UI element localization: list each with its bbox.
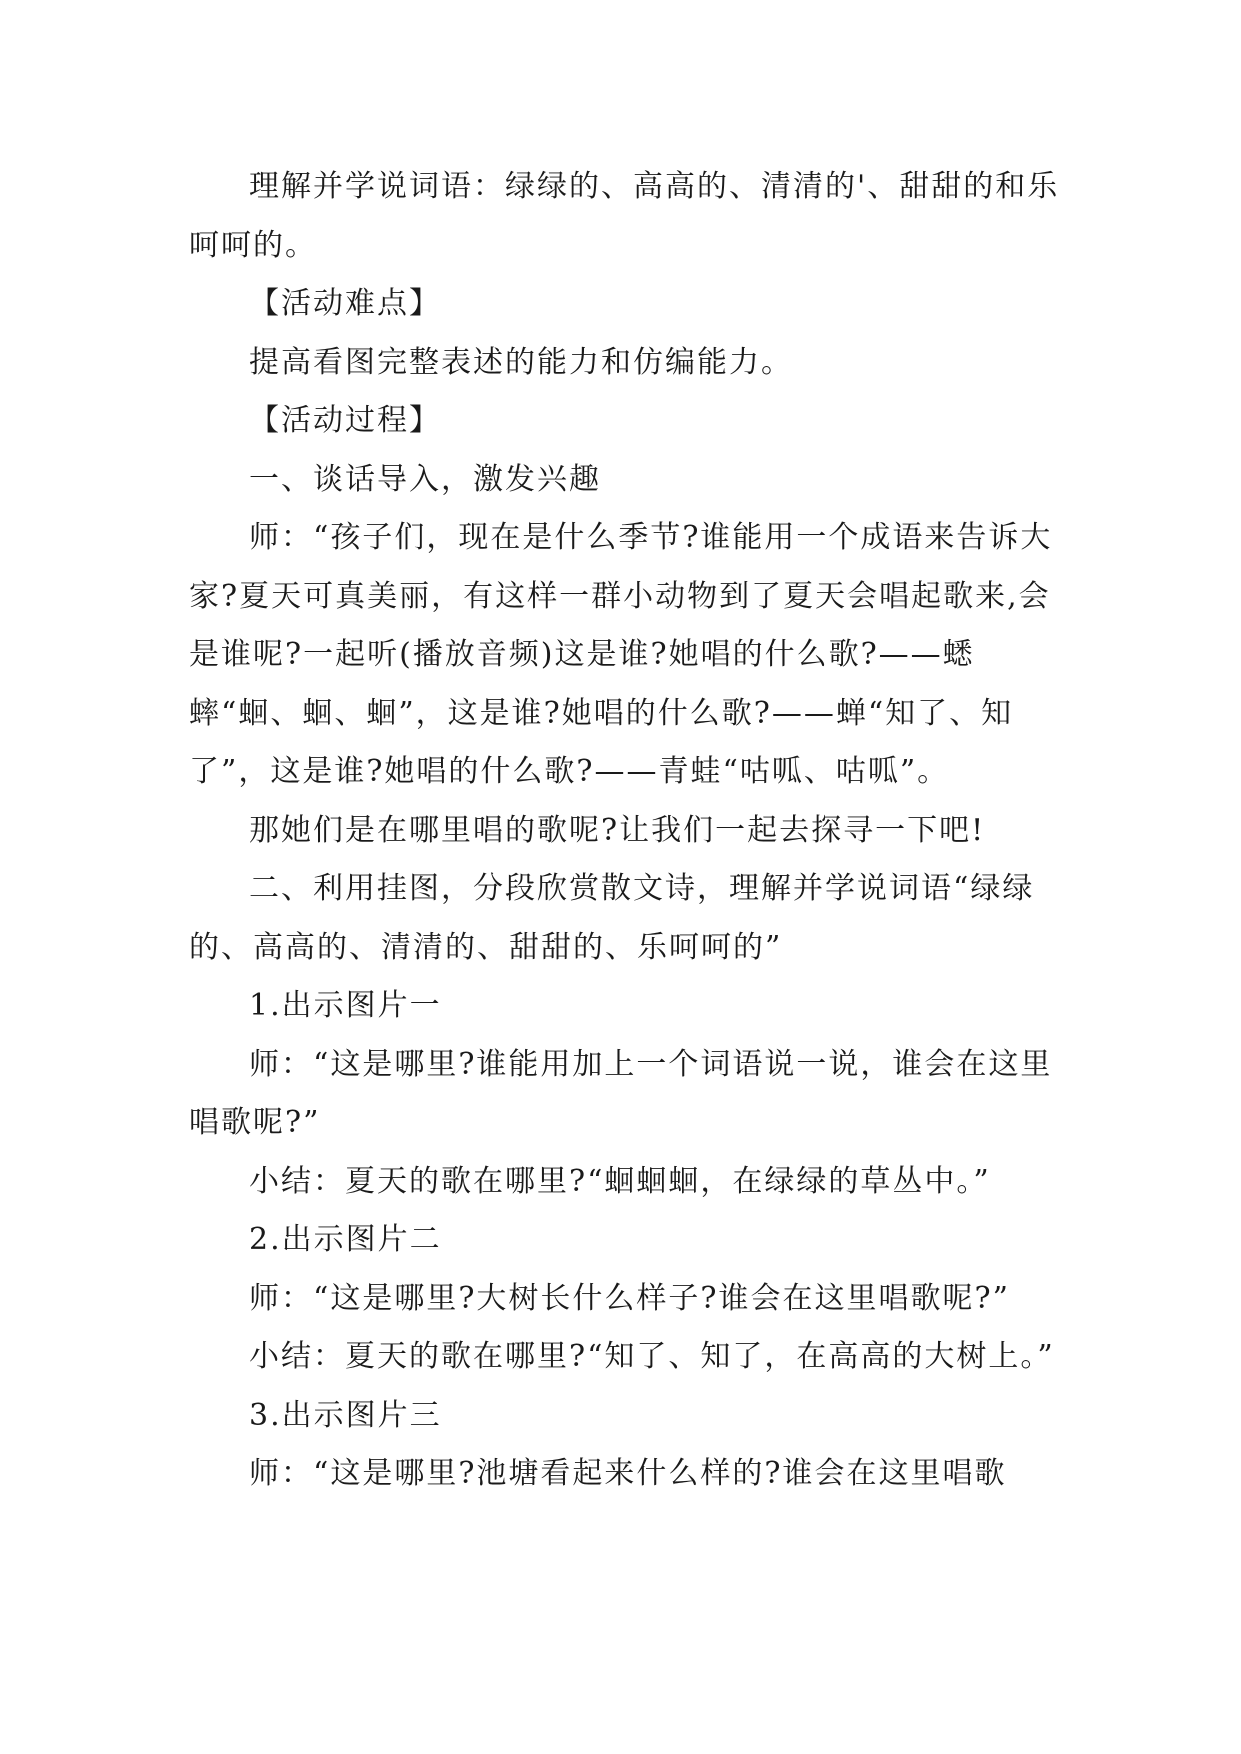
paragraph-teacher-q2: 师：“这是哪里?大树长什么样子?谁会在这里唱歌呢?” <box>249 1280 1010 1316</box>
paragraph-difficulty: 提高看图完整表述的能力和仿编能力。 <box>249 344 793 380</box>
document-body <box>189 158 1069 1504</box>
paragraph-summary-1: 小结：夏天的歌在哪里?“蛔蛔蛔，在绿绿的草丛中。” <box>249 1163 991 1199</box>
section-heading-wallchart: 二、利用挂图，分段欣赏散文诗，理解并学说词语“绿绿的、高高的、清清的、甜甜的、乐呵呵的” <box>189 871 1035 965</box>
heading-activity-process: 【活动过程】 <box>249 403 441 438</box>
paragraph-summary-2: 小结：夏天的歌在哪里?“知了、知了，在高高的大树上。” <box>249 1339 1055 1374</box>
paragraph-teacher-q1: 师：“这是哪里?谁能用加上一个词语说一说，谁会在这里唱歌呢?” <box>189 1046 1053 1140</box>
paragraph-teacher-intro: 师：“孩子们，现在是什么季节?谁能用一个成语来告诉大家?夏天可真美丽，有这样一群小动物到了夏天会唱起歌来,会是谁呢?一起听(播放音频)这是谁?她唱的什么歌?——蟋蟀“蛔、蛔、蛔”，这是谁?她唱的什么歌?——蝉“知了、知了”，这是谁?她唱的什么歌?——青蛙“咕呱、咕呱”。 <box>189 520 1053 789</box>
step-picture-one: 1.出示图片一 <box>249 988 442 1023</box>
step-picture-three: 3.出示图片三 <box>249 1397 442 1433</box>
step-picture-two: 2.出示图片二 <box>249 1222 442 1257</box>
paragraph-vocabulary-goal: 理解并学说词语：绿绿的、高高的、清清的'、甜甜的和乐呵呵的。 <box>189 169 1060 263</box>
paragraph-transition: 那她们是在哪里唱的歌呢?让我们一起去探寻一下吧! <box>249 812 986 848</box>
heading-activity-difficulty: 【活动难点】 <box>249 286 441 321</box>
paragraph-teacher-q3: 师：“这是哪里?池塘看起来什么样的?谁会在这里唱歌 <box>249 1456 1007 1491</box>
section-heading-intro: 一、谈话导入，激发兴趣 <box>249 461 601 497</box>
